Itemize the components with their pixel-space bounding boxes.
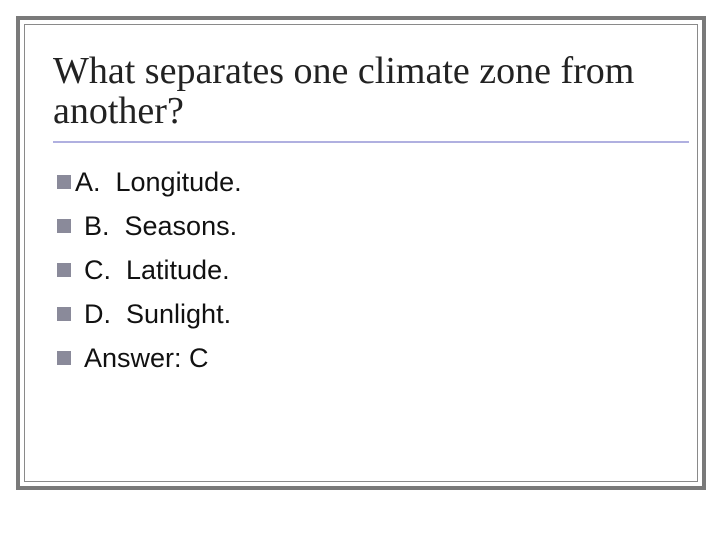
list-item-text: B. Seasons. xyxy=(84,210,238,241)
square-bullet-icon xyxy=(57,219,71,233)
list-item xyxy=(57,248,242,292)
list-item xyxy=(57,336,242,380)
list-item-text: Answer: C xyxy=(84,342,209,373)
list-item xyxy=(57,292,242,336)
slide-title: What separates one climate zone from another? xyxy=(53,50,635,132)
list-item-text: D. Sunlight. xyxy=(84,298,232,329)
slide-frame xyxy=(16,16,706,490)
list-item-text: C. Latitude. xyxy=(84,254,230,285)
list-item xyxy=(57,204,242,248)
square-bullet-icon xyxy=(57,175,71,189)
square-bullet-icon xyxy=(57,307,71,321)
list-item-text: A. Longitude. xyxy=(75,166,242,197)
answer-list xyxy=(57,160,242,380)
square-bullet-icon xyxy=(57,263,71,277)
slide-content-area xyxy=(24,24,698,482)
square-bullet-icon xyxy=(57,351,71,365)
list-item xyxy=(57,160,242,204)
title-divider xyxy=(53,141,689,143)
